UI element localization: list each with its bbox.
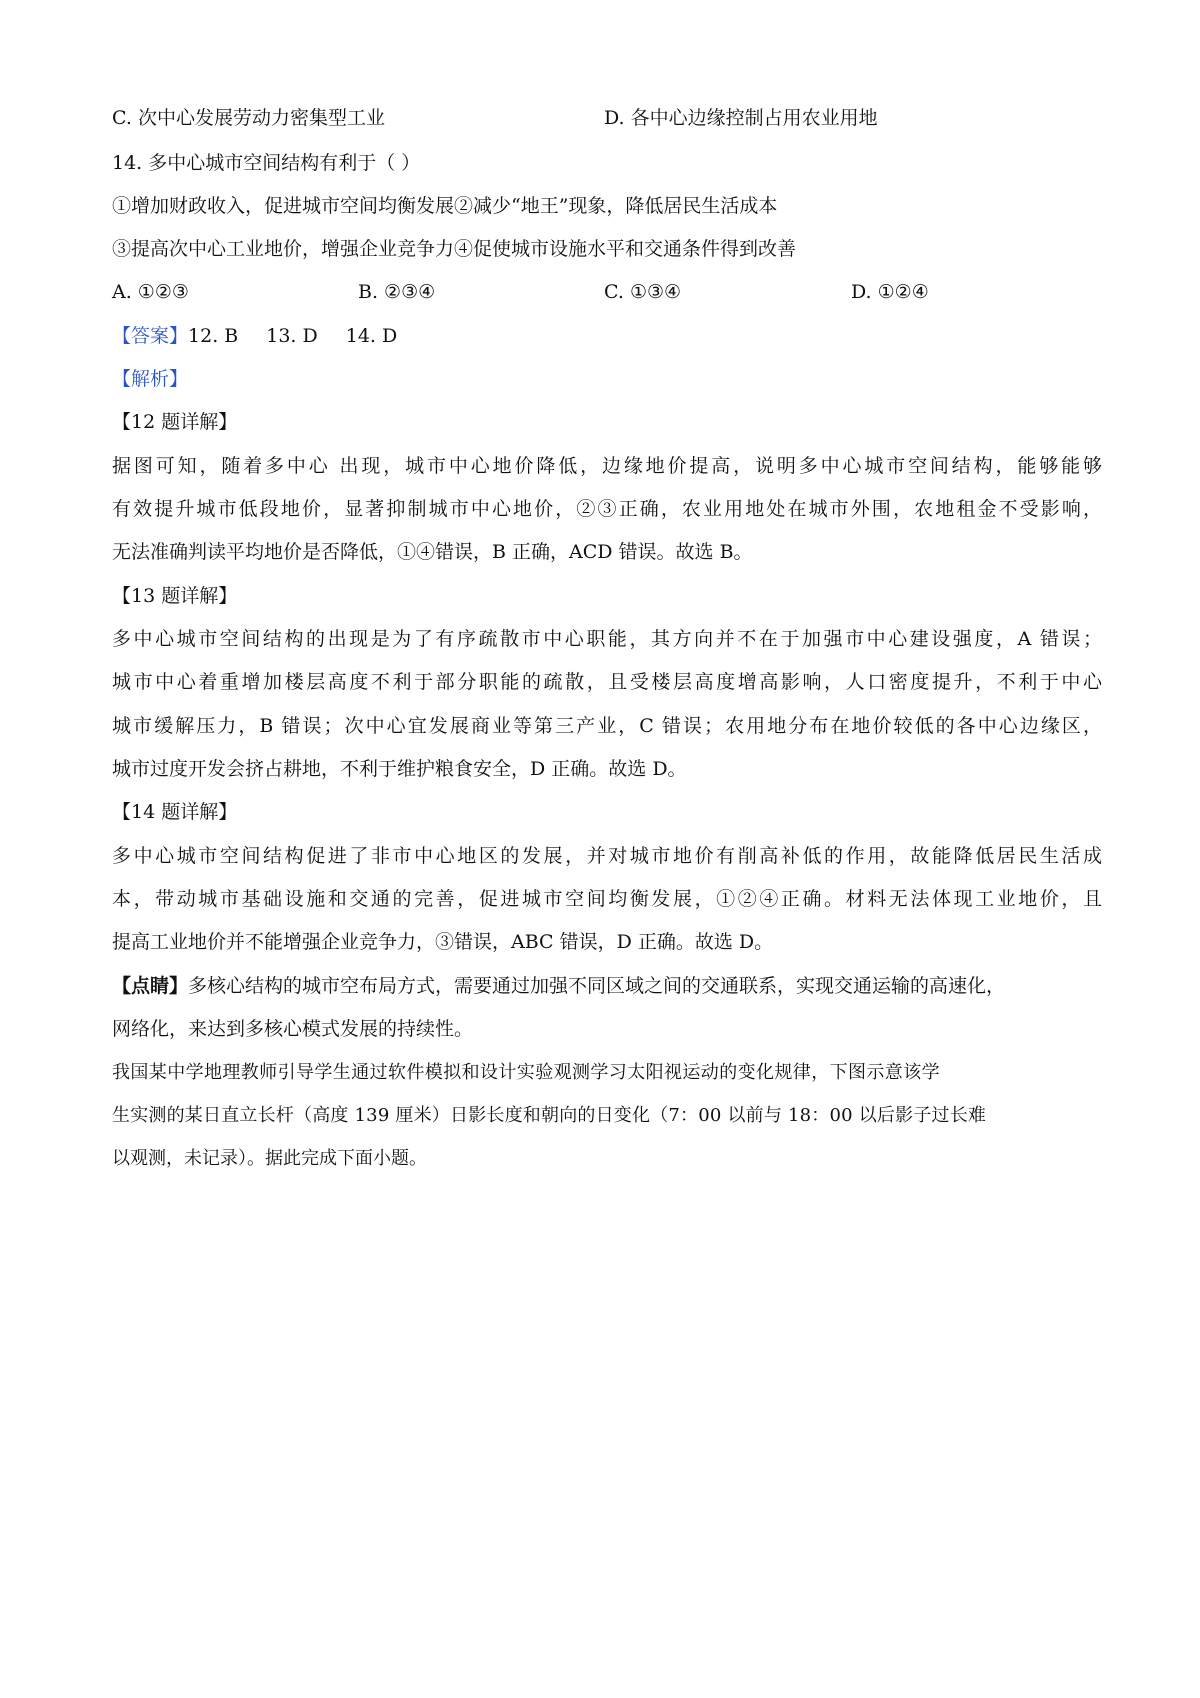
detail14-line-1: 多中心城市空间结构促进了非市中心地区的发展，并对城市地价有削高补低的作用，故能降低居民生活成 (112, 845, 1102, 867)
intro-line-1: 我国某中学地理教师引导学生通过软件模拟和设计实验观测学习太阳视运动的变化规律，下图示意该学 (112, 1062, 940, 1083)
q14-stem: 14. 多中心城市空间结构有利于（ ） (112, 152, 421, 174)
intro-line-3: 以观测，未记录）。据此完成下面小题。 (112, 1148, 427, 1169)
tip-text-1: 多核心结构的城市空布局方式，需要通过加强不同区域之间的交通联系，实现交通运输的高速化， (188, 975, 1006, 997)
detail13-line-2: 城市中心着重增加楼层高度不利于部分职能的疏散，且受楼层高度增高影响，人口密度提升，不利于中心 (112, 671, 1102, 693)
detail13-title: 【13 题详解】 (112, 585, 238, 607)
q14-option-d: D. ①②④ (851, 281, 929, 303)
detail12-line-3: 无法准确判读平均地价是否降低，①④错误，B 正确，ACD 错误。故选 B。 (112, 541, 753, 563)
q14-statements-line-2: ③提高次中心工业地价，增强企业竞争力④促使城市设施水平和交通条件得到改善 (112, 238, 797, 260)
detail13-line-3: 城市缓解压力，B 错误；次中心宜发展商业等第三产业，C 错误；农用地分布在地价较低的各中心边缘区， (112, 715, 1102, 737)
detail14-title: 【14 题详解】 (112, 801, 238, 823)
detail14-line-3: 提高工业地价并不能增强企业竞争力，③错误，ABC 错误，D 正确。故选 D。 (112, 931, 774, 953)
q14-option-c: C. ①③④ (604, 281, 682, 303)
tip-line-2: 网络化，来达到多核心模式发展的持续性。 (112, 1018, 474, 1040)
detail13-line-4: 城市过度开发会挤占耕地，不利于维护粮食安全，D 正确。故选 D。 (112, 758, 687, 780)
detail14-line-2: 本，带动城市基础设施和交通的完善，促进城市空间均衡发展，①②④正确。材料无法体现工业地价，且 (112, 888, 1102, 910)
tip-label: 【点睛】 (112, 975, 189, 997)
q14-option-a: A. ①②③ (112, 281, 189, 303)
detail12-line-2: 有效提升城市低段地价，显著抑制城市中心地价，②③正确，农业用地处在城市外围，农地租金不受影响， (112, 498, 1102, 520)
detail12-line-1: 据图可知，随着多中心 出现，城市中心地价降低，边缘地价提高，说明多中心城市空间结构，能够能够 (112, 455, 1102, 477)
intro-line-2: 生实测的某日直立长杆（高度 139 厘米）日影长度和朝向的日变化（7：00 以前与 18：00 以后影子过长难 (112, 1105, 987, 1126)
detail12-title: 【12 题详解】 (112, 411, 238, 433)
answer-13: 13. D (266, 325, 318, 347)
detail13-line-1: 多中心城市空间结构的出现是为了有序疏散市中心职能，其方向并不在于加强市中心建设强度，A 错误； (112, 628, 1102, 650)
answer-line (112, 324, 1102, 348)
tip-line-1 (112, 974, 1102, 998)
q14-option-b: B. ②③④ (358, 281, 436, 303)
q13-option-d: D. 各中心边缘控制占用农业用地 (604, 107, 878, 129)
answer-14: 14. D (345, 325, 398, 347)
analysis-label: 【解析】 (112, 368, 189, 390)
answer-label: 【答案】 (112, 325, 189, 347)
q14-statements-line-1: ①增加财政收入，促进城市空间均衡发展②减少“地王”现象，降低居民生活成本 (112, 195, 778, 217)
answer-12: 12. B (188, 325, 239, 347)
q13-option-c: C. 次中心发展劳动力密集型工业 (112, 107, 385, 129)
